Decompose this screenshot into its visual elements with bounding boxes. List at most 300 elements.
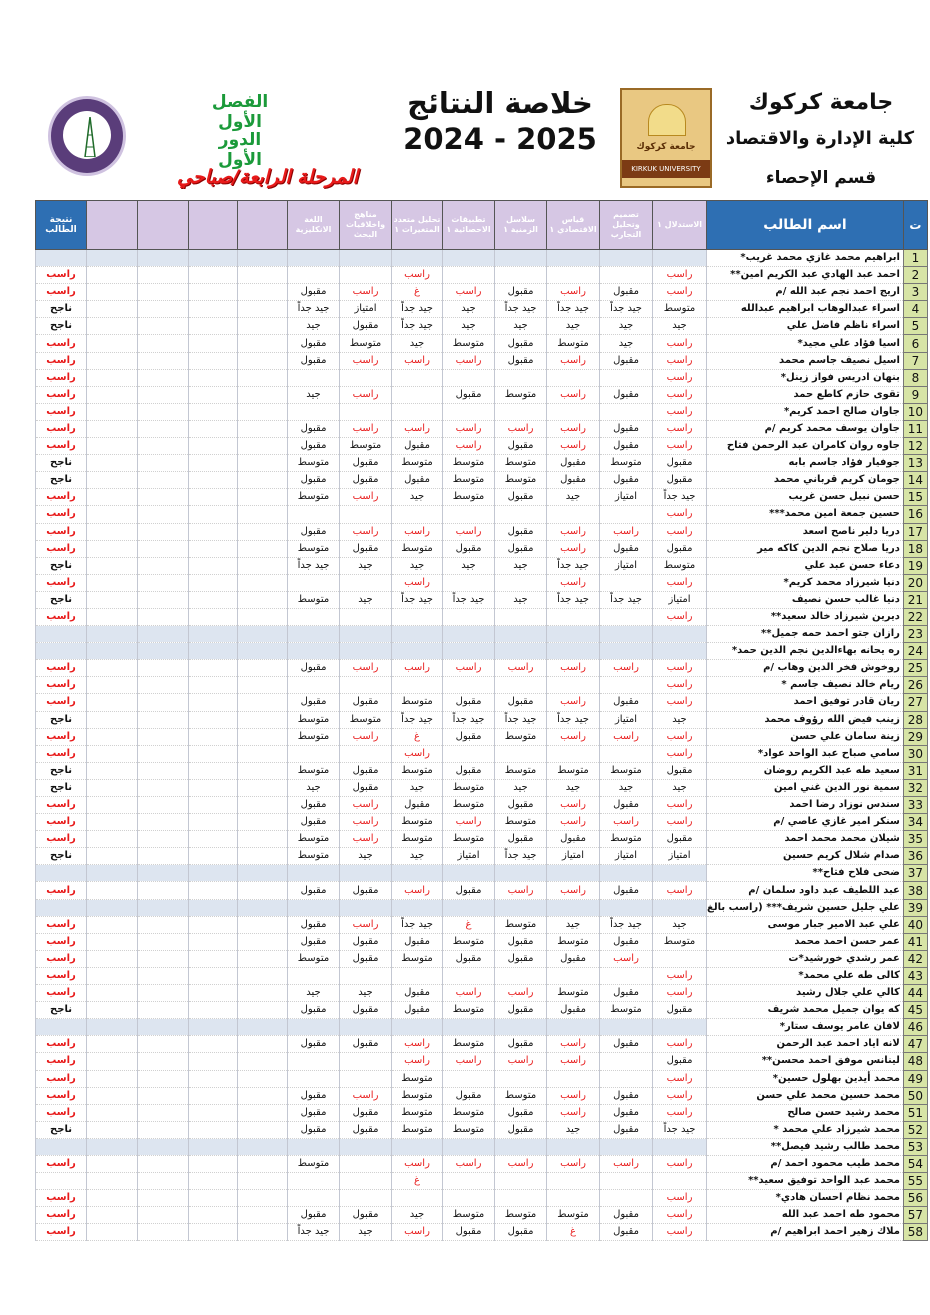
grade-cell: راسب [443,284,495,301]
grade-cell [600,506,653,523]
blank-cell [189,933,238,950]
result-cell: راسب [36,745,87,762]
grade-cell: راسب [547,694,600,711]
grade-cell: راسب [547,1036,600,1053]
blank-cell [138,267,189,284]
table-row [36,403,928,420]
grade-cell [392,643,443,660]
blank-cell [138,403,189,420]
grade-cell [600,1173,653,1190]
grade-cell: متوسط [653,933,707,950]
student-name: زينب فيض الله رؤوف محمد [707,711,904,728]
grade-cell: مقبول [600,1087,653,1104]
blank-cell [87,1019,138,1036]
blank-cell [189,523,238,540]
row-number: 7 [903,352,927,369]
grade-cell [443,865,495,882]
blank-cell [238,1190,288,1207]
grade-cell [495,574,547,591]
blank-cell [238,1104,288,1121]
blank-cell [238,1173,288,1190]
grade-cell [547,1190,600,1207]
table-row [36,489,928,506]
grade-cell [443,967,495,984]
grade-cell: راسب [443,420,495,437]
grade-cell: راسب [443,438,495,455]
table-row [36,369,928,386]
row-number: 16 [903,506,927,523]
grade-cell: راسب [392,267,443,284]
blank-cell [238,352,288,369]
blank-cell [87,523,138,540]
row-number: 17 [903,523,927,540]
college-name: كلية الإدارة والاقتصاد [725,128,915,149]
blank-cell [189,438,238,455]
student-name: اريج احمد نجم عبد الله /م [707,284,904,301]
table-row [36,1036,928,1053]
table-row [36,335,928,352]
grade-cell: جيد جداً [443,591,495,608]
table-row [36,848,928,865]
grade-cell: راسب [653,1155,707,1172]
grade-cell: امتياز [653,848,707,865]
blank-cell [189,865,238,882]
grade-cell [600,250,653,267]
grade-cell: راسب [653,1087,707,1104]
blank-cell [189,1224,238,1241]
grade-cell: راسب [653,335,707,352]
grade-cell: راسب [653,574,707,591]
table-row [36,438,928,455]
result-cell [36,1019,87,1036]
result-cell: راسب [36,797,87,814]
grade-cell: راسب [443,523,495,540]
grade-cell: مقبول [288,472,340,489]
grade-cell: مقبول [392,933,443,950]
blank-cell [138,1138,189,1155]
grade-cell [547,608,600,625]
grade-cell: متوسط [288,950,340,967]
student-name: احمد عبد الهادي عبد الكريم امين** [707,267,904,284]
grade-cell: مقبول [288,694,340,711]
student-name: محمد نظام احسان هادي* [707,1190,904,1207]
grade-cell [443,250,495,267]
blank-cell [87,762,138,779]
row-number: 53 [903,1138,927,1155]
blank-cell [87,779,138,796]
student-name: شيلان محمد محمد احمد [707,831,904,848]
student-name: سمية نور الدين غني امين [707,779,904,796]
grade-cell: مقبول [340,950,392,967]
grade-cell: مقبول [340,1121,392,1138]
row-number: 46 [903,1019,927,1036]
blank-cell [87,301,138,318]
grade-cell [653,899,707,916]
grade-cell: راسب [443,1155,495,1172]
result-cell: راسب [36,608,87,625]
grade-cell [340,1190,392,1207]
blank-cell [238,557,288,574]
grade-cell: مقبول [288,335,340,352]
grade-cell [600,899,653,916]
result-cell: راسب [36,967,87,984]
grade-cell: راسب [547,523,600,540]
grade-cell: متوسط [340,438,392,455]
grade-cell: جيد [547,779,600,796]
grade-cell: مقبول [340,1036,392,1053]
grade-cell [653,950,707,967]
grade-cell: مقبول [288,1121,340,1138]
result-cell: راسب [36,1207,87,1224]
grade-cell: جيد [392,489,443,506]
col-header-empty [238,201,288,250]
blank-cell [138,1087,189,1104]
blank-cell [87,489,138,506]
blank-cell [238,950,288,967]
grade-cell: راسب [443,814,495,831]
grade-cell [443,506,495,523]
blank-cell [138,1002,189,1019]
grade-cell: راسب [392,1155,443,1172]
student-name: علي عبد الامير جبار موسى [707,916,904,933]
grade-cell: راسب [547,284,600,301]
student-name: سنكر امير غازي عاصي /م [707,814,904,831]
grade-cell [392,369,443,386]
grade-cell: راسب [340,660,392,677]
grade-cell: غ [547,1224,600,1241]
blank-cell [138,626,189,643]
grade-cell: راسب [340,284,392,301]
grade-cell: مقبول [495,933,547,950]
grade-cell: متوسط [443,933,495,950]
logo-band-text: KIRKUK UNIVERSITY [622,160,710,178]
blank-cell [87,745,138,762]
grade-cell: راسب [653,677,707,694]
blank-cell [189,1207,238,1224]
blank-cell [87,506,138,523]
table-row [36,643,928,660]
grade-cell: جيد جداً [600,591,653,608]
result-cell: راسب [36,403,87,420]
grade-cell: راسب [600,660,653,677]
student-name: جوفيار فؤاد جاسم بابه [707,455,904,472]
grade-cell: جيد جداً [547,301,600,318]
blank-cell [138,420,189,437]
student-name: جاوه روان كامران عبد الرحمن فتاح [707,438,904,455]
grade-cell [288,1190,340,1207]
grade-cell: جيد [600,318,653,335]
row-number: 43 [903,967,927,984]
grade-cell [288,677,340,694]
result-cell: راسب [36,1087,87,1104]
blank-cell [138,523,189,540]
oil-tower-icon [83,117,97,157]
student-name: حسين جمعة امين محمد*** [707,506,904,523]
blank-cell [238,626,288,643]
blank-cell [87,933,138,950]
grade-cell: جيد [288,318,340,335]
blank-cell [87,403,138,420]
blank-cell [87,626,138,643]
grade-cell: راسب [547,386,600,403]
row-number: 39 [903,899,927,916]
result-cell: راسب [36,335,87,352]
grade-cell: مقبول [443,540,495,557]
grade-cell [340,1019,392,1036]
grade-cell: راسب [653,985,707,1002]
student-name: محمد شيرزاد علي محمد * [707,1121,904,1138]
grade-cell [495,608,547,625]
blank-cell [138,797,189,814]
grade-cell [653,643,707,660]
blank-cell [87,318,138,335]
table-row [36,916,928,933]
grade-cell [340,1138,392,1155]
grade-cell: راسب [495,420,547,437]
grade-cell: راسب [653,797,707,814]
blank-cell [189,284,238,301]
grade-cell: راسب [653,882,707,899]
grade-cell: راسب [392,660,443,677]
grade-cell: متوسط [288,489,340,506]
blank-cell [87,250,138,267]
blank-cell [189,882,238,899]
blank-cell [87,677,138,694]
grade-cell: راسب [547,1155,600,1172]
grade-cell: مقبول [288,797,340,814]
grade-cell: راسب [653,1070,707,1087]
table-row [36,352,928,369]
row-number: 13 [903,455,927,472]
grade-cell: مقبول [340,933,392,950]
grade-cell: متوسط [547,335,600,352]
result-cell: راسب [36,728,87,745]
grade-cell: مقبول [340,455,392,472]
table-row [36,455,928,472]
row-number: 29 [903,728,927,745]
student-name: دريا دلير ناصح اسعد [707,523,904,540]
grade-cell: متوسط [288,540,340,557]
grade-cell: جيد [653,711,707,728]
grade-cell: متوسط [443,472,495,489]
student-name: محمد طالب رشيد فيصل** [707,1138,904,1155]
grade-cell: راسب [392,1053,443,1070]
grade-cell: راسب [653,1224,707,1241]
grade-cell [600,967,653,984]
row-number: 33 [903,797,927,814]
blank-cell [238,318,288,335]
grade-cell: راسب [443,660,495,677]
blank-cell [87,557,138,574]
grade-cell: مقبول [653,831,707,848]
grade-cell [547,267,600,284]
blank-cell [87,335,138,352]
student-name: دريا صلاح نجم الدين كاكه مير [707,540,904,557]
grade-cell [495,1019,547,1036]
result-cell: راسب [36,267,87,284]
grade-cell: مقبول [340,472,392,489]
row-number: 25 [903,660,927,677]
blank-cell [189,985,238,1002]
blank-cell [138,814,189,831]
blank-cell [189,1155,238,1172]
grade-cell: مقبول [653,1002,707,1019]
grade-cell: جيد [392,335,443,352]
grade-cell: متوسط [495,814,547,831]
grade-cell [443,1019,495,1036]
grade-cell: راسب [653,1190,707,1207]
grade-cell [288,403,340,420]
blank-cell [189,472,238,489]
blank-cell [238,472,288,489]
grade-cell [340,1155,392,1172]
result-cell [36,899,87,916]
blank-cell [138,728,189,745]
grade-cell: مقبول [288,814,340,831]
blank-cell [189,369,238,386]
result-cell: راسب [36,882,87,899]
blank-cell [87,540,138,557]
blank-cell [87,386,138,403]
table-row [36,745,928,762]
grade-cell: متوسط [653,557,707,574]
row-number: 51 [903,1104,927,1121]
table-header-row [36,201,928,250]
grade-cell: متوسط [600,455,653,472]
grade-cell [600,267,653,284]
grade-cell: راسب [653,523,707,540]
result-cell: ناجح [36,318,87,335]
row-number: 35 [903,831,927,848]
grade-cell: مقبول [288,1002,340,1019]
row-number: 47 [903,1036,927,1053]
blank-cell [238,985,288,1002]
grade-cell: مقبول [495,1121,547,1138]
blank-cell [189,455,238,472]
blank-cell [138,677,189,694]
grade-cell: جيد [600,779,653,796]
grade-cell: راسب [340,523,392,540]
result-cell: راسب [36,420,87,437]
row-number: 48 [903,1053,927,1070]
blank-cell [138,985,189,1002]
grade-cell [653,865,707,882]
grade-cell: متوسط [392,1087,443,1104]
grade-cell [600,677,653,694]
grade-cell: متوسط [392,455,443,472]
table-row [36,797,928,814]
grade-cell [547,899,600,916]
table-row [36,882,928,899]
row-number: 58 [903,1224,927,1241]
grade-cell: راسب [443,1053,495,1070]
grade-cell: مقبول [600,386,653,403]
grade-cell: مقبول [600,438,653,455]
grade-cell [547,506,600,523]
blank-cell [138,386,189,403]
grade-cell: جيد جداً [288,301,340,318]
grade-cell: غ [392,1173,443,1190]
grade-cell: مقبول [600,1207,653,1224]
blank-cell [87,1087,138,1104]
grade-cell [547,403,600,420]
table-row [36,1070,928,1087]
grade-cell: جيد جداً [653,1121,707,1138]
blank-cell [189,506,238,523]
blank-cell [238,660,288,677]
grade-cell: جيد [547,489,600,506]
grade-cell: جيد جداً [653,489,707,506]
blank-cell [138,540,189,557]
grade-cell: مقبول [392,438,443,455]
grade-cell: مقبول [288,1036,340,1053]
grade-cell [340,608,392,625]
grade-cell: متوسط [392,694,443,711]
grade-cell [443,267,495,284]
table-row [36,694,928,711]
result-cell: ناجح [36,711,87,728]
grade-cell: راسب [653,745,707,762]
table-row [36,865,928,882]
grade-cell [653,1019,707,1036]
blank-cell [238,267,288,284]
row-number: 15 [903,489,927,506]
blank-cell [138,608,189,625]
grade-cell [340,403,392,420]
grade-cell: جيد جداً [600,301,653,318]
result-cell: راسب [36,506,87,523]
row-number: 3 [903,284,927,301]
grade-cell [495,626,547,643]
grade-cell: مقبول [600,352,653,369]
grade-cell: متوسط [443,831,495,848]
table-row [36,626,928,643]
grade-cell: متوسط [443,455,495,472]
row-number: 40 [903,916,927,933]
grade-cell [547,865,600,882]
blank-cell [87,865,138,882]
table-row [36,1190,928,1207]
blank-cell [238,677,288,694]
blank-cell [189,848,238,865]
grade-cell [340,506,392,523]
grade-cell: جيد [288,386,340,403]
blank-cell [189,1104,238,1121]
blank-cell [87,694,138,711]
student-name: زينة سامان علي حسن [707,728,904,745]
grade-cell: راسب [340,814,392,831]
grade-cell: مقبول [288,438,340,455]
grade-cell: راسب [340,386,392,403]
grade-cell: جيد [495,779,547,796]
blank-cell [138,779,189,796]
grade-cell: متوسط [288,711,340,728]
grade-cell: مقبول [288,882,340,899]
grade-cell [392,1138,443,1155]
blank-cell [138,711,189,728]
table-row [36,711,928,728]
row-number: 42 [903,950,927,967]
results-body [36,250,928,1241]
student-name: جومان كريم قرباني محمد [707,472,904,489]
grade-cell: مقبول [340,318,392,335]
grade-cell: جيد جداً [495,848,547,865]
blank-cell [138,1224,189,1241]
grade-cell [443,1173,495,1190]
logo-arabic-text: جامعة كركوك [636,142,696,152]
grade-cell [340,626,392,643]
result-cell: راسب [36,1224,87,1241]
